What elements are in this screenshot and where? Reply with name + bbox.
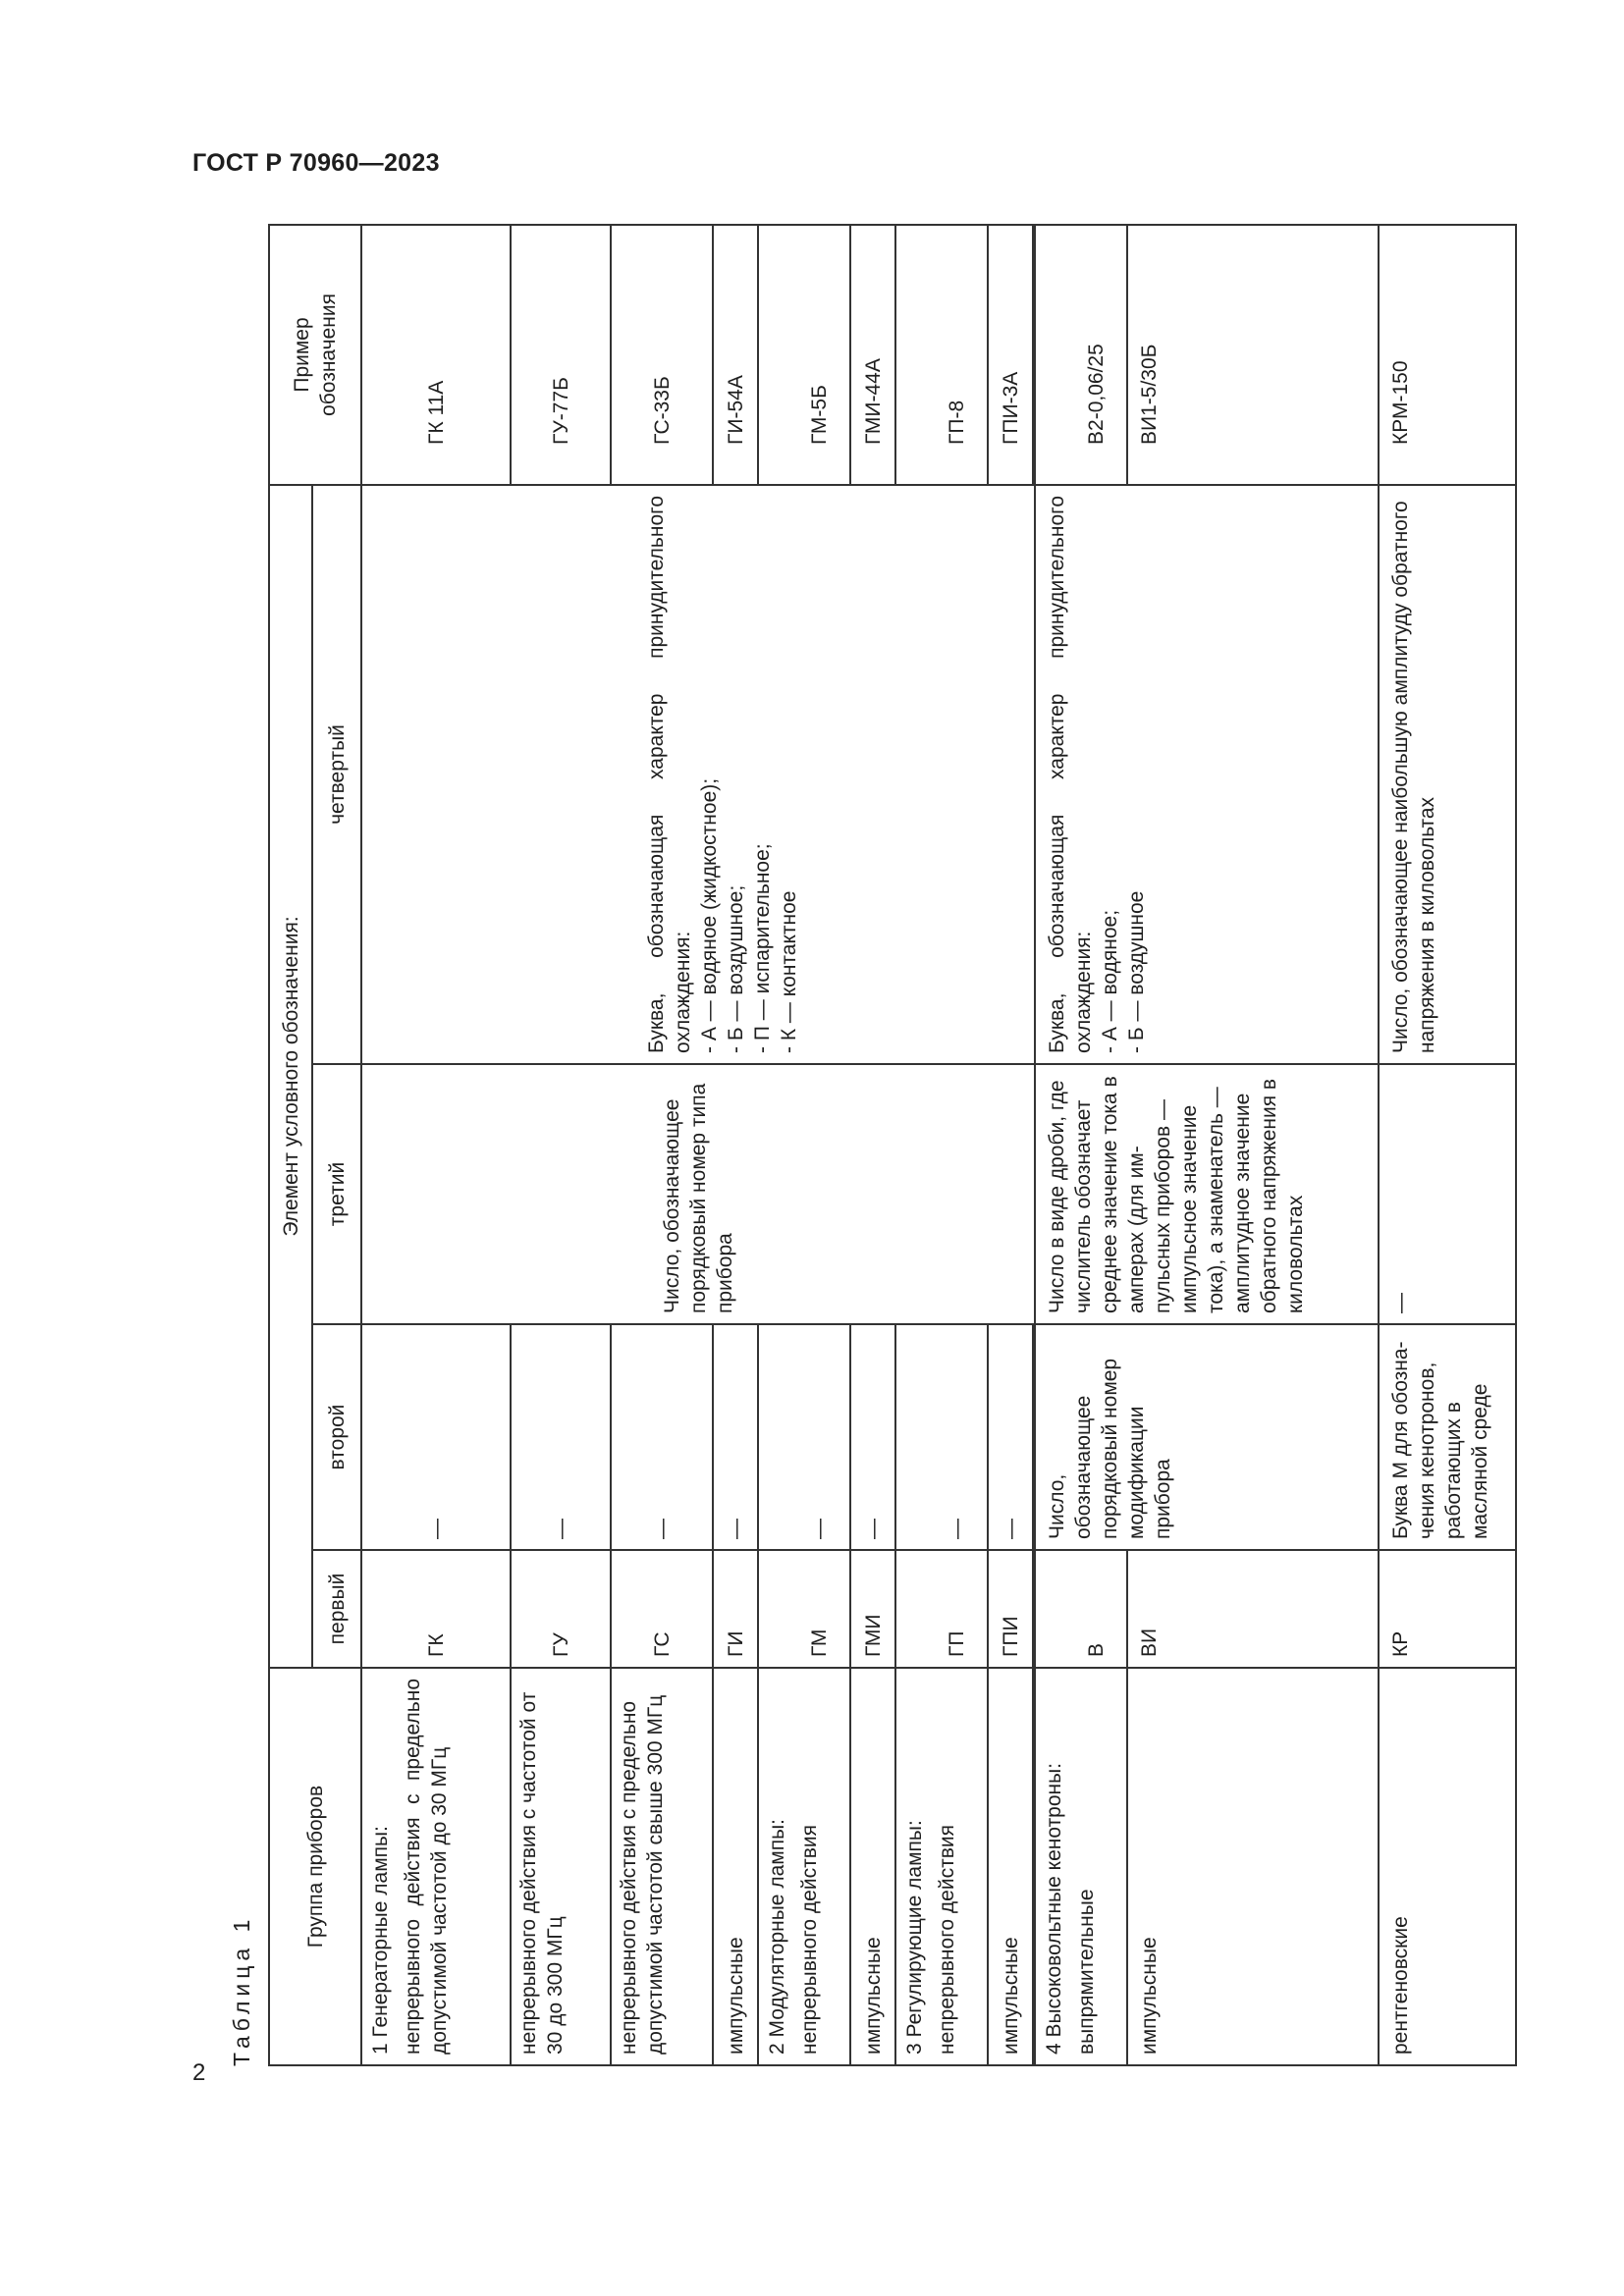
header-second: второй: [312, 1324, 361, 1550]
first-cell: ГИ: [713, 1550, 758, 1668]
first-cell: В: [1035, 1550, 1127, 1668]
example-cell: ВИ1-5/30Б: [1127, 225, 1379, 485]
group-label: непрерывного действия с предельно допустимой частотой до 30 МГц: [402, 1679, 451, 2055]
first-cell: ГПИ: [988, 1550, 1033, 1668]
first-cell: ГМ: [758, 1550, 850, 1668]
example-cell: В2-0,06/25: [1035, 225, 1127, 485]
section-title: 1 Генераторные лампы:: [369, 1826, 392, 2055]
table-caption: Таблица 1: [229, 1914, 254, 2066]
third-cell: Число в виде дроби, где числитель обозначает среднее значение тока в амперах (для импульсных приборов — импульсное значение тока), а знаменатель — амплитудное значение обратного напряжения в киловольтах: [1035, 1064, 1379, 1324]
header-example: Пример обозначения: [269, 225, 361, 485]
example-cell: КРМ-150: [1379, 225, 1516, 485]
second-cell: —: [511, 1324, 611, 1550]
section-title: 2 Модуляторные лампы:: [766, 1819, 788, 2055]
section-title: 3 Регулирующие лампы:: [903, 1820, 926, 2055]
first-cell: КР: [1379, 1550, 1516, 1668]
list-item: - К — контактное: [778, 890, 800, 1053]
second-cell: —: [988, 1324, 1033, 1550]
table-row: [1035, 225, 1127, 2065]
example-cell: ГПИ-3А: [988, 225, 1033, 485]
third-cell: Число, обозначающее порядковый номер типа прибора: [361, 1064, 1035, 1324]
group-label: непрерывного действия: [798, 1825, 821, 2055]
section-title: 4 Высоковольтные кенотроны:: [1043, 1762, 1065, 2055]
second-cell: —: [713, 1324, 758, 1550]
group-label: импульсные: [850, 1668, 895, 2065]
group-cell: [895, 1668, 988, 2065]
group-cell: [758, 1668, 850, 2065]
list-item: - А — водяное;: [1099, 909, 1121, 1053]
first-cell: ГУ: [511, 1550, 611, 1668]
group-label: импульсные: [988, 1668, 1033, 2065]
table-1: [268, 224, 1517, 2066]
group-label: выпрямительные: [1075, 1889, 1098, 2055]
group-label: непрерывного действия с частотой от 30 до 300 МГц: [511, 1668, 611, 2065]
second-cell: —: [850, 1324, 895, 1550]
table-row: [361, 225, 511, 2065]
header-group: Группа приборов: [269, 1668, 361, 2065]
second-cell: —: [895, 1324, 988, 1550]
fourth-cell: Число, обозначающее наибольшую амплитуду обратного напряжения в киловольтах: [1379, 485, 1516, 1064]
table-row: [1379, 225, 1516, 2065]
group-label: рентгеновские: [1379, 1668, 1516, 2065]
second-cell: —: [361, 1324, 511, 1550]
group-label: непрерывного действия: [936, 1825, 958, 2055]
header-third: третий: [312, 1064, 361, 1324]
list-item: - П — испарительное;: [751, 843, 774, 1053]
header-first: первый: [312, 1550, 361, 1668]
rotated-table-area: [229, 226, 1515, 2066]
example-cell: ГК 11А: [361, 225, 511, 485]
list-item: - Б — воздушное: [1125, 890, 1148, 1053]
first-cell: ГС: [611, 1550, 713, 1668]
document-header: ГОСТ Р 70960—2023: [192, 149, 440, 177]
cooling-list: [1097, 496, 1150, 1053]
second-cell: Буква М для обозначения кенотронов, работающих в масляной среде: [1379, 1324, 1516, 1550]
second-cell: Число, обозначающее порядковый номер модификации прибора: [1035, 1324, 1379, 1550]
list-item: - А — водяное (жидкостное);: [698, 777, 721, 1053]
first-cell: ГМИ: [850, 1550, 895, 1668]
first-cell: ГК: [361, 1550, 511, 1668]
page-number: 2: [192, 2059, 206, 2086]
group-cell: [1035, 1668, 1127, 2065]
group-label: импульсные: [1127, 1668, 1379, 2065]
example-cell: ГИ-54А: [713, 225, 758, 485]
list-item: - Б — воздушное;: [725, 884, 747, 1053]
fourth-cell: Буква, обозначающая характер принудительного охлаждения: - А — водяное (жидкостное); - Б — воздушное; - П — испарительное; - К — контактное: [361, 485, 1035, 1064]
fourth-cell: Буква, обозначающая характер принудительного охлаждения: - А — водяное; - Б — воздушное: [1035, 485, 1379, 1064]
header-element: Элемент условного обозначения:: [269, 485, 312, 1668]
third-cell: —: [1379, 1064, 1516, 1324]
second-cell: —: [758, 1324, 850, 1550]
example-cell: ГП-8: [895, 225, 988, 485]
group-label: непрерывного действия с предельно допустимой частотой свыше 300 МГц: [611, 1668, 713, 2065]
first-cell: ВИ: [1127, 1550, 1379, 1668]
cooling-list: [696, 496, 802, 1053]
example-cell: ГС-33Б: [611, 225, 713, 485]
second-cell: —: [611, 1324, 713, 1550]
group-cell: [361, 1668, 511, 2065]
header-fourth: четвертый: [312, 485, 361, 1064]
example-cell: ГМИ-44А: [850, 225, 895, 485]
example-cell: ГУ-77Б: [511, 225, 611, 485]
group-label: импульсные: [713, 1668, 758, 2065]
first-cell: ГП: [895, 1550, 988, 1668]
example-cell: ГМ-5Б: [758, 225, 850, 485]
